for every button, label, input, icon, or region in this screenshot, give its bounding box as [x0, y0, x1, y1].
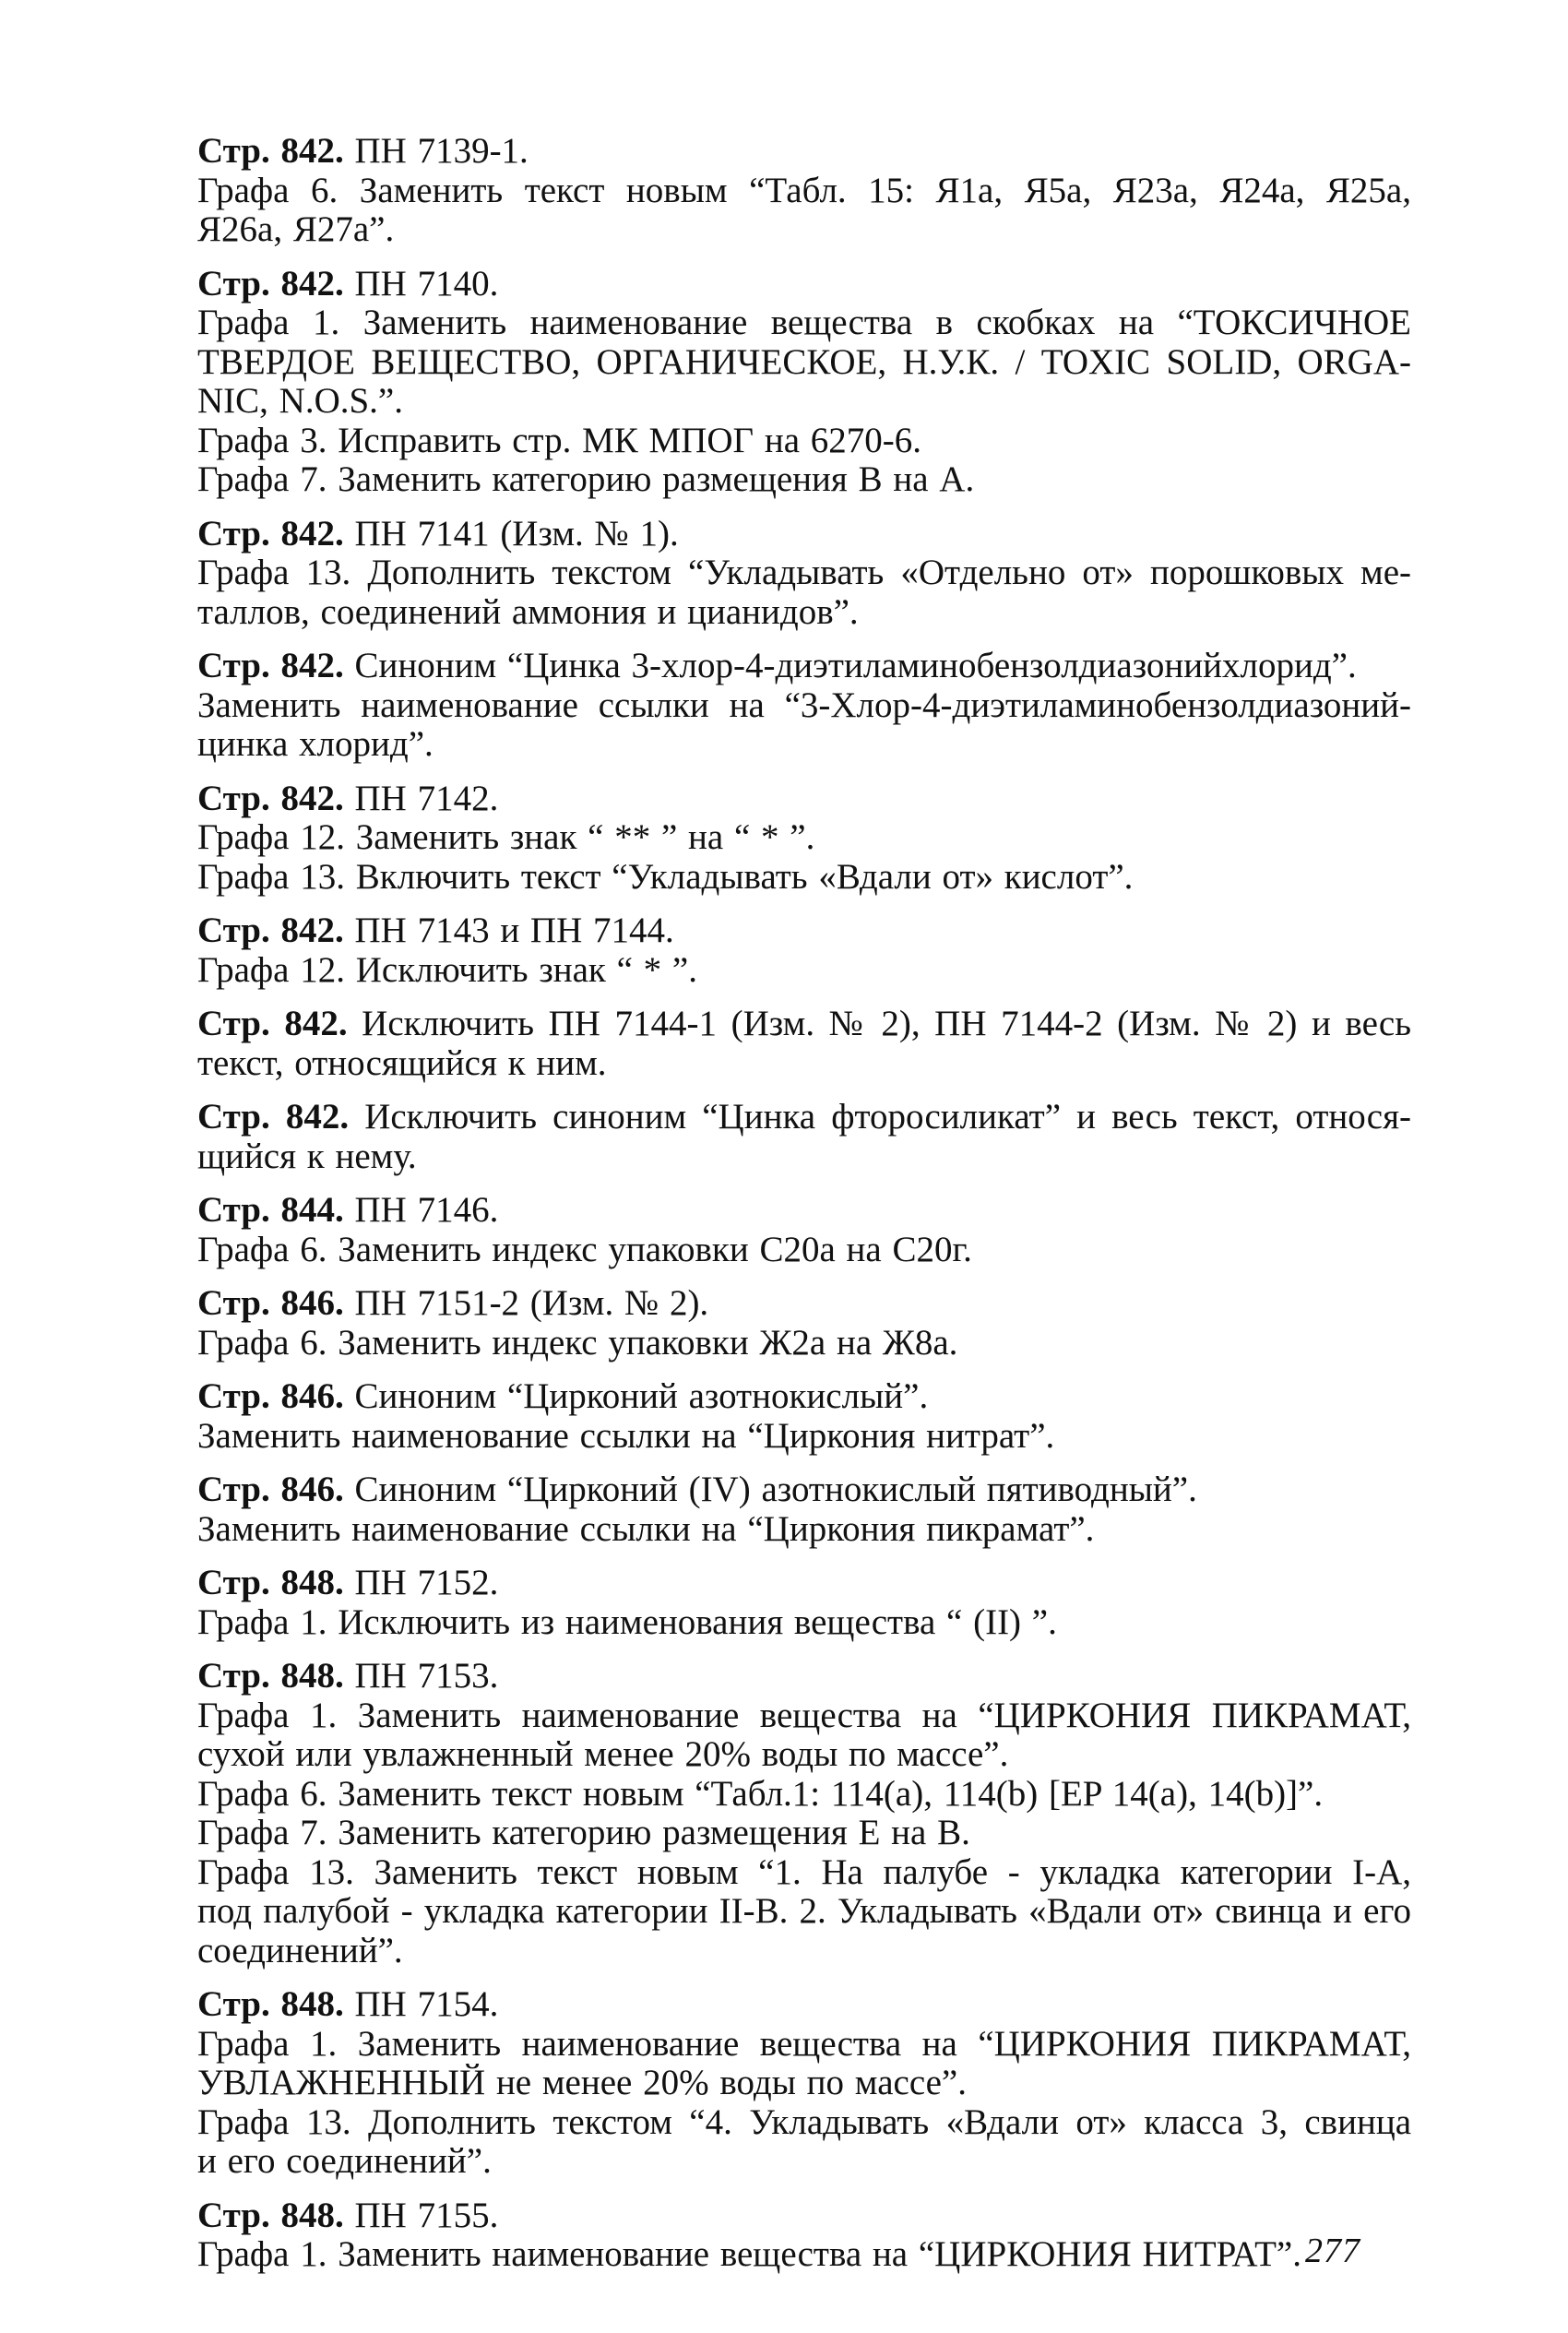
text-line: Графа 6. Заменить текст новым “Табл. 15: Я1а, Я5а, Я23а, Я24а, Я25а,	[197, 170, 1411, 210]
entry-block	[197, 1377, 1411, 1456]
entry-heading	[197, 1005, 1411, 1044]
entry-heading	[197, 265, 1411, 304]
entry-heading	[197, 1470, 1411, 1510]
entry-block	[197, 132, 1411, 250]
text-line: Графа 12. Заменить знак “ ** ” на “ * ”.	[197, 817, 815, 857]
text-line: под палубой - укладка категории II-B. 2. Укладывать «Вдали от» свинца и его	[197, 1891, 1411, 1931]
entry-block	[197, 1098, 1411, 1176]
page-reference: Стр. 846.	[197, 1283, 344, 1323]
entry-subject: ПН 7141 (Изм. № 1).	[343, 513, 679, 553]
text-line: и его соединений”.	[197, 2141, 492, 2181]
page-reference: Стр. 846.	[197, 1470, 344, 1509]
document-page	[197, 132, 1411, 2290]
page-reference: Стр. 842.	[197, 131, 344, 171]
text-line: Заменить наименование ссылки на “3-Хлор-4-диэтиламинобензолдиазоний-	[197, 684, 1411, 725]
text-line: Графа 13. Включить текст “Укладывать «Вдали от» кислот”.	[197, 856, 1134, 897]
page-reference: Стр. 842.	[197, 1004, 348, 1043]
text-line: Заменить наименование ссылки на “Циркония пикрамат”.	[197, 1508, 1095, 1549]
text-line: Графа 12. Исключить знак “ * ”.	[197, 949, 697, 990]
entry-subject: ПН 7146.	[343, 1190, 499, 1230]
page-reference: Стр. 842.	[197, 263, 344, 304]
entry-block	[197, 780, 1411, 898]
entry-subject: ПН 7151-2 (Изм. № 2).	[343, 1283, 709, 1323]
entry-block	[197, 2196, 1411, 2275]
text-line: Графа 13. Дополнить текстом “4. Укладывать «Вдали от» класса 3, свинца	[197, 2101, 1411, 2142]
text-line: Графа 1. Заменить наименование вещества в скобках на “ТОКСИЧНОЕ	[197, 303, 1411, 342]
text-line: сухой или увлажненный менее 20% воды по массе”.	[197, 1734, 1009, 1774]
entry-block	[197, 265, 1411, 500]
entry-heading	[197, 132, 1411, 172]
text-line: УВЛАЖНЕННЫЙ не менее 20% воды по массе”.	[197, 2063, 967, 2102]
page-reference: Стр. 848.	[197, 1984, 344, 2024]
entry-block	[197, 515, 1411, 633]
page-number: 277	[1305, 2232, 1360, 2270]
entry-heading	[197, 1098, 1411, 1137]
entry-heading	[197, 515, 1411, 554]
text-line: таллов, соединений аммония и цианидов”.	[197, 591, 859, 632]
page-reference: Стр. 842.	[197, 778, 344, 818]
text-line: Графа 1. Исключить из наименования вещества “ (II) ”.	[197, 1601, 1057, 1642]
text-line: Графа 7. Заменить категорию размещения Е на В.	[197, 1813, 970, 1852]
entry-block	[197, 1657, 1411, 1970]
text-line: Заменить наименование ссылки на “Циркония нитрат”.	[197, 1415, 1055, 1456]
entry-heading	[197, 1564, 1411, 1603]
entry-block	[197, 1564, 1411, 1642]
text-line: Графа 6. Заменить индекс упаковки С20а на С20г.	[197, 1229, 972, 1269]
text-line: Графа 6. Заменить индекс упаковки Ж2а на Ж8а.	[197, 1322, 958, 1363]
text-line: Графа 6. Заменить текст новым “Табл.1: 114(a), 114(b) [EP 14(a), 14(b)]”.	[197, 1773, 1324, 1814]
text-line: Графа 1. Заменить наименование вещества на “ЦИРКОНИЯ ПИКРАМАТ,	[197, 2023, 1411, 2064]
entry-heading	[197, 647, 1411, 686]
entry-subject: Синоним “Цирконий азотнокислый”.	[343, 1376, 929, 1416]
text-line: соединений”.	[197, 1930, 403, 1970]
entry-subject: ПН 7143 и ПН 7144.	[343, 911, 674, 950]
page-reference: Стр. 842.	[197, 911, 344, 950]
entry-subject: ПН 7140.	[343, 263, 499, 304]
text-line: Я26а, Я27а”.	[197, 209, 395, 249]
page-reference: Стр. 842.	[197, 1097, 350, 1137]
page-reference: Стр. 846.	[197, 1376, 344, 1416]
page-reference: Стр. 842.	[197, 646, 344, 685]
text-line: ТВЕРДОЕ ВЕЩЕСТВО, ОРГАНИЧЕСКОЕ, Н.У.К. / TOXIC SOLID, ORGA-	[197, 341, 1411, 382]
entry-subject: Синоним “Цирконий (IV) азотнокислый пятиводный”.	[343, 1470, 1197, 1509]
entry-subject: ПН 7155.	[343, 2195, 499, 2235]
entry-block	[197, 1191, 1411, 1269]
entry-block	[197, 1985, 1411, 2182]
entry-heading	[197, 780, 1411, 819]
entry-block	[197, 647, 1411, 765]
entry-heading	[197, 1657, 1411, 1696]
text-line: Графа 1. Заменить наименование вещества на “ЦИРКОНИЯ НИТРАТ”.	[197, 2234, 1301, 2274]
page-reference: Стр. 848.	[197, 2195, 344, 2235]
entry-subject: ПН 7139-1.	[343, 131, 529, 171]
text-line: Графа 13. Дополнить текстом “Укладывать «Отдельно от» порошковых ме-	[197, 553, 1411, 592]
entry-subject: ПН 7142.	[343, 778, 499, 818]
text-line: Графа 1. Заменить наименование вещества на “ЦИРКОНИЯ ПИКРАМАТ,	[197, 1695, 1411, 1735]
entry-block	[197, 1005, 1411, 1083]
entry-heading	[197, 2196, 1411, 2236]
page-reference: Стр. 848.	[197, 1563, 344, 1602]
entry-subject: ПН 7152.	[343, 1563, 499, 1602]
entry-subject: Исключить синоним “Цинка фторосиликат” и весь текст, относя-	[349, 1097, 1411, 1137]
entry-heading	[197, 1284, 1411, 1324]
text-line: Графа 13. Заменить текст новым “1. На палубе - укладка категории I-A,	[197, 1851, 1411, 1892]
entry-heading	[197, 1191, 1411, 1231]
text-line: текст, относящийся к ним.	[197, 1042, 607, 1083]
entry-heading	[197, 1985, 1411, 2025]
page-reference: Стр. 844.	[197, 1190, 344, 1230]
text-line: щийся к нему.	[197, 1136, 417, 1176]
entry-subject: ПН 7154.	[343, 1984, 499, 2024]
entry-block	[197, 911, 1411, 990]
entry-subject: Синоним “Цинка 3-хлор-4-диэтиламинобензолдиазонийхлорид”.	[343, 646, 1357, 685]
page-reference: Стр. 848.	[197, 1656, 344, 1696]
entry-subject: ПН 7153.	[343, 1656, 499, 1696]
text-line: Графа 3. Исправить стр. МК МПОГ на 6270-6.	[197, 420, 921, 460]
entry-heading	[197, 911, 1411, 951]
text-line: цинка хлорид”.	[197, 724, 434, 764]
entry-subject: Исключить ПН 7144-1 (Изм. № 2), ПН 7144-2 (Изм. № 2) и весь	[347, 1004, 1411, 1043]
entry-block	[197, 1470, 1411, 1549]
page-reference: Стр. 842.	[197, 513, 344, 553]
text-line: NIC, N.O.S.”.	[197, 381, 403, 421]
entry-block	[197, 1284, 1411, 1363]
text-line: Графа 7. Заменить категорию размещения В на А.	[197, 459, 975, 499]
entry-heading	[197, 1377, 1411, 1417]
